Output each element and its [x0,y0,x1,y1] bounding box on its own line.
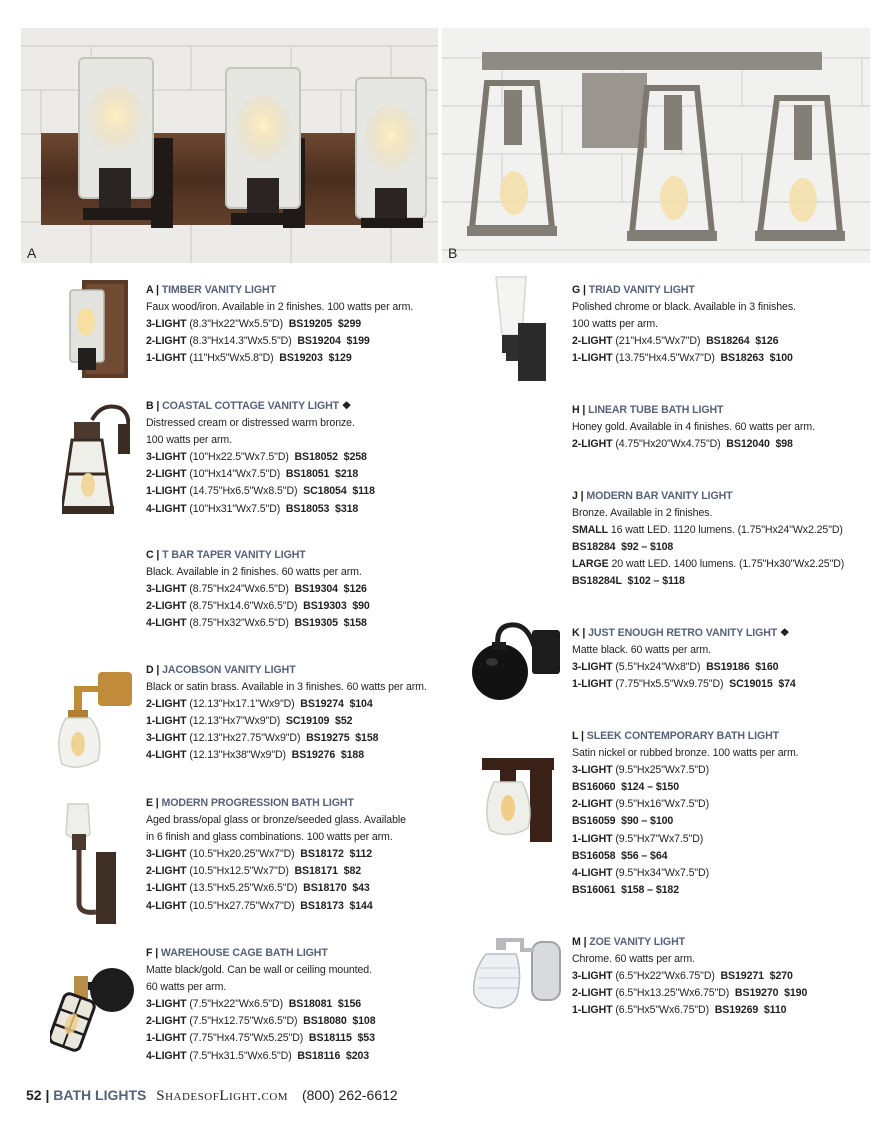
product-f-image [50,966,138,1058]
product-g-description: Polished chrome or black. Available in 3 finishes. [572,301,796,314]
product-d-text [146,662,427,765]
phone-number: (800) 262-6612 [301,1087,398,1103]
product-l-text [572,728,799,899]
size-row: 1-LIGHT (7.75"Hx4.75"Wx5.25"D) BS18115 $53 [146,1032,375,1045]
footer-separator: | [41,1087,54,1103]
size-row: 1-LIGHT (6.5"Hx5"Wx6.75"D) BS19269 $110 [572,1004,787,1017]
size-row: 1-LIGHT (9.5"Hx7"Wx7.5"D) [572,832,704,845]
product-c-title: C | T BAR TAPER VANITY LIGHT [146,549,306,561]
product-g-image [494,275,550,383]
size-row: 2-LIGHT (10"Hx14"Wx7.5"D) BS18051 $218 [146,468,359,481]
product-d-title: D | JACOBSON VANITY LIGHT [146,664,296,676]
size-row: LARGE 20 watt LED. 1400 lumens. (1.75"Hx30"Wx2.25"D) [572,558,845,571]
size-row: 3-LIGHT (6.5"Hx22"Wx6.75"D) BS19271 $270 [572,970,793,983]
size-row: BS16061 $158 – $182 [572,883,679,896]
product-e-text [146,795,406,915]
product-g-description: 100 watts per arm. [572,318,658,331]
size-row: 4-LIGHT (10"Hx31"Wx7.5"D) BS18053 $318 [146,502,359,515]
product-k-image [470,618,564,702]
size-row: 2-LIGHT (4.75"Hx20"Wx4.75"D) BS12040 $98 [572,438,793,451]
product-m-description: Chrome. 60 watts per arm. [572,953,695,966]
product-b-image [62,400,130,518]
product-k-description: Matte black. 60 watts per arm. [572,644,711,657]
product-f-description: Matte black/gold. Can be wall or ceiling mounted. [146,964,372,977]
size-row: 2-LIGHT (10.5"Hx12.5"Wx7"D) BS18171 $82 [146,865,362,878]
product-f-title: F | WAREHOUSE CAGE BATH LIGHT [146,947,328,959]
size-row: BS16058 $56 – $64 [572,849,668,862]
product-d-description: Black or satin brass. Available in 3 finishes. 60 watts per arm. [146,681,427,694]
product-a-text [146,282,413,367]
product-f-description: 60 watts per arm. [146,981,227,994]
product-e-description: Aged brass/opal glass or bronze/seeded glass. Available [146,814,406,827]
product-l-image [480,756,556,844]
size-row: SMALL 16 watt LED. 1120 lumens. (1.75"Hx24"Wx2.25"D) [572,524,843,537]
size-row: 3-LIGHT (10"Hx22.5"Wx7.5"D) BS18052 $258 [146,451,367,464]
product-a-title: A | TIMBER VANITY LIGHT [146,284,276,296]
size-row: BS18284L $102 – $118 [572,575,685,588]
size-row: 3-LIGHT (8.75"Hx24"Wx6.5"D) BS19304 $126 [146,583,367,596]
product-j-text [572,488,844,591]
hero-label-a: A [27,245,37,261]
product-f-text [146,945,375,1065]
hero-photo-timber-vanity [21,28,438,263]
size-row: BS16059 $90 – $100 [572,815,674,828]
size-row: 1-LIGHT (7.75"Hx5.5"Wx9.75"D) SC19015 $74 [572,678,796,691]
size-row: 1-LIGHT (13.5"Hx5.25"Wx6.5"D) BS18170 $43 [146,882,370,895]
product-b-title: B | COASTAL COTTAGE VANITY LIGHT ❖ [146,400,352,412]
size-row: BS16060 $124 – $150 [572,781,679,794]
product-h-description: Honey gold. Available in 4 finishes. 60 watts per arm. [572,421,815,434]
product-l-title: L | SLEEK CONTEMPORARY BATH LIGHT [572,730,780,742]
product-h-text [572,402,815,453]
product-h-title: H | LINEAR TUBE BATH LIGHT [572,404,724,416]
product-a-description: Faux wood/iron. Available in 2 finishes. 100 watts per arm. [146,301,414,314]
product-m-text [572,934,807,1019]
size-row: 2-LIGHT (7.5"Hx12.75"Wx6.5"D) BS18080 $108 [146,1015,376,1028]
product-m-image [470,932,564,1012]
size-row: 4-LIGHT (9.5"Hx34"Wx7.5"D) [572,866,710,879]
size-row: 3-LIGHT (9.5"Hx25"Wx7.5"D) [572,764,710,777]
page-footer [26,1087,398,1105]
size-row: 4-LIGHT (7.5"Hx31.5"Wx6.5"D) BS18116 $203 [146,1049,370,1062]
size-row: 3-LIGHT (7.5"Hx22"Wx6.5"D) BS18081 $156 [146,998,362,1011]
hero-photo-coastal-cottage [442,28,870,263]
product-a-image [62,278,130,380]
size-row: 2-LIGHT (8.75"Hx14.6"Wx6.5"D) BS19303 $90 [146,600,370,613]
page-number: 52 [26,1087,42,1103]
product-e-description: in 6 finish and glass combinations. 100 watts per arm. [146,831,393,844]
product-d-image [58,668,134,772]
product-j-description: Bronze. Available in 2 finishes. [572,507,713,520]
product-c-description: Black. Available in 2 finishes. 60 watts per arm. [146,566,362,579]
product-c-text [146,547,370,632]
product-e-image [62,800,126,928]
size-row: 4-LIGHT (12.13"Hx38"Wx9"D) BS19276 $188 [146,749,364,762]
size-row: 1-LIGHT (13.75"Hx4.5"Wx7"D) BS18263 $100 [572,352,793,365]
product-m-title: M | ZOE VANITY LIGHT [572,936,685,948]
product-k-title: K | JUST ENOUGH RETRO VANITY LIGHT ❖ [572,627,790,639]
product-g-title: G | TRIAD VANITY LIGHT [572,284,695,296]
size-row: 4-LIGHT (10.5"Hx27.75"Wx7"D) BS18173 $144 [146,899,373,912]
size-row: 4-LIGHT (8.75"Hx32"Wx6.5"D) BS19305 $158 [146,617,367,630]
size-row: 2-LIGHT (21"Hx4.5"Wx7"D) BS18264 $126 [572,335,779,348]
new-badge-icon: ❖ [780,627,790,639]
size-row: 2-LIGHT (6.5"Hx13.25"Wx6.75"D) BS19270 $190 [572,987,808,1000]
size-row: 3-LIGHT (12.13"Hx27.75"Wx9"D) BS19275 $158 [146,732,379,745]
size-row: 1-LIGHT (12.13"Hx7"Wx9"D) SC19109 $52 [146,715,353,728]
product-l-description: Satin nickel or rubbed bronze. 100 watts per arm. [572,747,799,760]
size-row: BS18284 $92 – $108 [572,541,674,554]
product-g-text [572,282,796,367]
product-b-description: Distressed cream or distressed warm bronze. [146,417,355,430]
product-e-title: E | MODERN PROGRESSION BATH LIGHT [146,797,354,809]
size-row: 3-LIGHT (5.5"Hx24"Wx8"D) BS19186 $160 [572,661,779,674]
product-b-text [146,398,375,518]
hero-label-b: B [448,245,458,261]
product-k-text [572,625,796,693]
website-link[interactable]: ShadesofLight.com [156,1088,289,1104]
section-name: BATH LIGHTS [53,1087,147,1103]
size-row: 1-LIGHT (11"Hx5"Wx5.8"D) BS19203 $129 [146,352,352,365]
size-row: 2-LIGHT (8.3"Hx14.3"Wx5.5"D) BS19204 $199 [146,335,370,348]
product-b-description: 100 watts per arm. [146,434,232,447]
size-row: 1-LIGHT (14.75"Hx6.5"Wx8.5"D) SC18054 $118 [146,485,375,498]
new-badge-icon: ❖ [341,400,352,412]
size-row: 2-LIGHT (12.13"Hx17.1"Wx9"D) BS19274 $104 [146,698,373,711]
size-row: 2-LIGHT (9.5"Hx16"Wx7.5"D) [572,798,710,811]
size-row: 3-LIGHT (8.3"Hx22"Wx5.5"D) BS19205 $299 [146,318,362,331]
product-j-title: J | MODERN BAR VANITY LIGHT [572,490,733,502]
size-row: 3-LIGHT (10.5"Hx20.25"Wx7"D) BS18172 $112 [146,848,373,861]
